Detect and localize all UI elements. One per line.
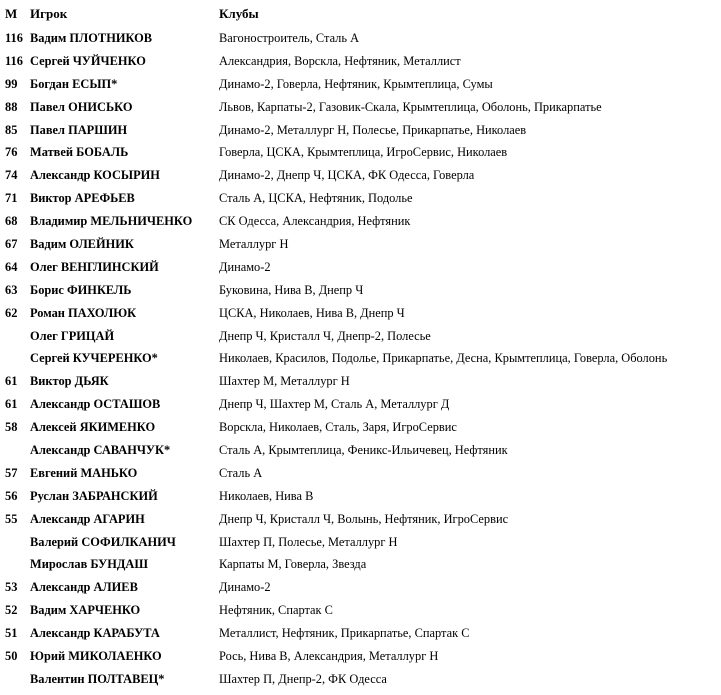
table-row bbox=[0, 325, 721, 348]
player-clubs: Буковина, Нива В, Днепр Ч bbox=[219, 282, 364, 297]
player-clubs: Металлист, Нефтяник, Прикарпатье, Спартак С bbox=[219, 626, 470, 641]
player-first-name: Роман bbox=[30, 305, 65, 320]
table-row bbox=[0, 416, 721, 439]
matches-count: 99 bbox=[5, 76, 18, 91]
player-name bbox=[30, 73, 117, 96]
player-name bbox=[30, 439, 170, 462]
matches-count: 56 bbox=[5, 488, 18, 503]
player-clubs: Рось, Нива В, Александрия, Металлург Н bbox=[219, 649, 439, 664]
player-last-name: МИКОЛАЕНКО bbox=[68, 649, 162, 664]
player-first-name: Александр bbox=[30, 168, 91, 183]
player-name bbox=[30, 50, 146, 73]
player-name bbox=[30, 347, 158, 370]
player-last-name: ХАРЧЕНКО bbox=[69, 603, 141, 618]
player-clubs: Нефтяник, Спартак С bbox=[219, 603, 333, 618]
player-first-name: Евгений bbox=[30, 465, 78, 480]
player-last-name: ПОЛТАВЕЦ* bbox=[87, 671, 165, 686]
matches-count: 116 bbox=[5, 31, 23, 45]
table-row bbox=[0, 485, 721, 508]
player-clubs: Шахтер П, Полесье, Металлург Н bbox=[219, 534, 398, 549]
player-name bbox=[30, 187, 135, 210]
player-first-name: Вадим bbox=[30, 237, 67, 252]
player-clubs: Шахтер М, Металлург Н bbox=[219, 374, 350, 389]
matches-count: 64 bbox=[5, 259, 18, 274]
player-last-name: ОСТАШОВ bbox=[93, 397, 161, 412]
player-name bbox=[30, 164, 160, 187]
player-first-name: Александр bbox=[30, 511, 91, 526]
player-name bbox=[30, 531, 176, 554]
player-first-name: Богдан bbox=[30, 76, 69, 91]
player-name bbox=[30, 576, 138, 599]
player-first-name: Мирослав bbox=[30, 557, 88, 572]
matches-count: 68 bbox=[5, 214, 18, 229]
table-row bbox=[0, 256, 721, 279]
player-clubs: Карпаты М, Говерла, Звезда bbox=[219, 557, 367, 572]
player-first-name: Александр bbox=[30, 626, 91, 641]
player-clubs: Николаев, Красилов, Подолье, Прикарпатье, Десна, Крымтеплица, Говерла, Оболонь bbox=[219, 351, 668, 366]
player-name bbox=[30, 508, 145, 531]
matches-count: 61 bbox=[5, 374, 18, 389]
player-clubs: Динамо-2, Днепр Ч, ЦСКА, ФК Одесса, Говерла bbox=[219, 168, 475, 183]
header-player: Игрок bbox=[30, 6, 68, 21]
player-last-name: ПЛОТНИКОВ bbox=[69, 31, 153, 45]
player-clubs: Динамо-2, Говерла, Нефтяник, Крымтеплица, Сумы bbox=[219, 76, 493, 91]
player-last-name: САВАНЧУК* bbox=[93, 443, 171, 458]
player-first-name: Борис bbox=[30, 282, 64, 297]
player-last-name: ОНИСЬКО bbox=[68, 99, 133, 114]
player-first-name: Сергей bbox=[30, 53, 70, 68]
matches-count: 71 bbox=[5, 191, 18, 206]
player-first-name: Руслан bbox=[30, 488, 70, 503]
player-clubs: Ворскла, Николаев, Сталь, Заря, ИгроСервис bbox=[219, 420, 457, 435]
table-row bbox=[0, 645, 721, 668]
player-first-name: Валентин bbox=[30, 671, 85, 686]
matches-count: 55 bbox=[5, 511, 18, 526]
player-clubs: Александрия, Ворскла, Нефтяник, Металлист bbox=[219, 53, 461, 68]
table-row bbox=[0, 279, 721, 302]
player-first-name: Матвей bbox=[30, 145, 73, 160]
table-row bbox=[0, 370, 721, 393]
table-row bbox=[0, 27, 721, 50]
player-clubs: Сталь А, Крымтеплица, Феникс-Ильичевец, Нефтяник bbox=[219, 443, 508, 458]
player-last-name: ОЛЕЙНИК bbox=[69, 237, 134, 252]
player-clubs: Сталь А bbox=[219, 465, 263, 480]
player-clubs: Динамо-2, Металлург Н, Полесье, Прикарпатье, Николаев bbox=[219, 122, 527, 137]
player-last-name: КУЧЕРЕНКО* bbox=[72, 351, 158, 366]
matches-count: 67 bbox=[5, 237, 18, 252]
table-row bbox=[0, 141, 721, 164]
player-clubs: Вагоностроитель, Сталь А bbox=[219, 31, 360, 45]
header-clubs: Клубы bbox=[219, 6, 259, 21]
player-first-name: Валерий bbox=[30, 534, 79, 549]
player-last-name: АРЕФЬЕВ bbox=[74, 191, 135, 206]
player-last-name: БУНДАШ bbox=[90, 557, 148, 572]
table-row bbox=[0, 622, 721, 645]
player-name bbox=[30, 325, 114, 348]
matches-count: 57 bbox=[5, 465, 18, 480]
player-first-name: Виктор bbox=[30, 374, 72, 389]
table-row bbox=[0, 187, 721, 210]
table-row bbox=[0, 164, 721, 187]
table-row bbox=[0, 96, 721, 119]
player-last-name: АЛИЕВ bbox=[93, 580, 138, 595]
player-last-name: СОФИЛКАНИЧ bbox=[81, 534, 176, 549]
table-body bbox=[0, 27, 721, 691]
table-row bbox=[0, 668, 721, 691]
player-name bbox=[30, 141, 128, 164]
table-row bbox=[0, 233, 721, 256]
matches-count: 85 bbox=[5, 122, 18, 137]
player-last-name: АГАРИН bbox=[93, 511, 145, 526]
player-last-name: ЗАБРАНСКИЙ bbox=[72, 488, 158, 503]
player-clubs: Динамо-2 bbox=[219, 580, 271, 595]
player-name bbox=[30, 668, 165, 691]
player-first-name: Юрий bbox=[30, 649, 66, 664]
player-clubs: Говерла, ЦСКА, Крымтеплица, ИгроСервис, Николаев bbox=[219, 145, 508, 160]
player-clubs: Днепр Ч, Кристалл Ч, Днепр-2, Полесье bbox=[219, 328, 431, 343]
player-last-name: ВЕНГЛИНСКИЙ bbox=[60, 259, 159, 274]
player-name bbox=[30, 645, 162, 668]
player-clubs: СК Одесса, Александрия, Нефтяник bbox=[219, 214, 411, 229]
player-name bbox=[30, 485, 158, 508]
player-name bbox=[30, 96, 132, 119]
table-row bbox=[0, 210, 721, 233]
table-row bbox=[0, 508, 721, 531]
table-row bbox=[0, 576, 721, 599]
player-first-name: Павел bbox=[30, 99, 65, 114]
table-row bbox=[0, 119, 721, 142]
player-last-name: ФИНКЕЛЬ bbox=[67, 282, 132, 297]
matches-count: 58 bbox=[5, 420, 18, 435]
player-last-name: ЕСЫП* bbox=[72, 76, 118, 91]
table-row bbox=[0, 553, 721, 576]
player-name bbox=[30, 119, 127, 142]
player-clubs: Металлург Н bbox=[219, 237, 289, 252]
table-row bbox=[0, 302, 721, 325]
player-name bbox=[30, 416, 155, 439]
player-name bbox=[30, 233, 134, 256]
player-first-name: Владимир bbox=[30, 214, 88, 229]
player-first-name: Алексей bbox=[30, 420, 77, 435]
matches-count: 51 bbox=[5, 626, 18, 641]
player-first-name: Вадим bbox=[30, 603, 67, 618]
table-row bbox=[0, 439, 721, 462]
player-first-name: Александр bbox=[30, 397, 91, 412]
table-row bbox=[0, 347, 721, 370]
player-name bbox=[30, 553, 148, 576]
matches-count: 76 bbox=[5, 145, 18, 160]
table-row bbox=[0, 462, 721, 485]
player-first-name: Олег bbox=[30, 328, 58, 343]
player-last-name: МЕЛЬНИЧЕНКО bbox=[90, 214, 193, 229]
player-first-name: Павел bbox=[30, 122, 65, 137]
player-last-name: ДЬЯК bbox=[74, 374, 109, 389]
table-row bbox=[0, 50, 721, 73]
matches-count: 63 bbox=[5, 282, 18, 297]
player-first-name: Сергей bbox=[30, 351, 70, 366]
player-first-name: Александр bbox=[30, 580, 91, 595]
table-header bbox=[0, 0, 721, 27]
player-last-name: КОСЫРИН bbox=[93, 168, 160, 183]
player-clubs: Шахтер П, Днепр-2, ФК Одесса bbox=[219, 671, 387, 686]
player-clubs: Днепр Ч, Кристалл Ч, Волынь, Нефтяник, ИгроСервис bbox=[219, 511, 509, 526]
player-clubs: Динамо-2 bbox=[219, 259, 271, 274]
player-name bbox=[30, 302, 136, 325]
player-name bbox=[30, 599, 140, 622]
player-last-name: ГРИЦАЙ bbox=[60, 328, 115, 343]
matches-count: 116 bbox=[5, 53, 23, 68]
matches-count: 74 bbox=[5, 168, 18, 183]
header-matches: М bbox=[5, 6, 18, 21]
table-row bbox=[0, 599, 721, 622]
matches-count: 53 bbox=[5, 580, 18, 595]
table-row bbox=[0, 531, 721, 554]
player-name bbox=[30, 370, 109, 393]
player-name bbox=[30, 622, 160, 645]
player-last-name: ЧУЙЧЕНКО bbox=[72, 53, 146, 68]
player-name bbox=[30, 462, 137, 485]
player-clubs: Сталь А, ЦСКА, Нефтяник, Подолье bbox=[219, 191, 413, 206]
player-name bbox=[30, 393, 160, 416]
player-clubs: Днепр Ч, Шахтер М, Сталь А, Металлург Д bbox=[219, 397, 450, 412]
player-last-name: БОБАЛЬ bbox=[76, 145, 129, 160]
matches-count: 61 bbox=[5, 397, 18, 412]
matches-count: 88 bbox=[5, 99, 18, 114]
player-name bbox=[30, 256, 159, 279]
player-first-name: Вадим bbox=[30, 31, 67, 45]
matches-count: 52 bbox=[5, 603, 18, 618]
player-first-name: Виктор bbox=[30, 191, 72, 206]
player-last-name: ПАХОЛЮК bbox=[68, 305, 137, 320]
table-row bbox=[0, 393, 721, 416]
player-last-name: МАНЬКО bbox=[80, 465, 138, 480]
matches-count: 50 bbox=[5, 649, 18, 664]
player-first-name: Олег bbox=[30, 259, 58, 274]
player-name bbox=[30, 210, 192, 233]
table-row bbox=[0, 73, 721, 96]
player-clubs: ЦСКА, Николаев, Нива В, Днепр Ч bbox=[219, 305, 405, 320]
player-name bbox=[30, 27, 152, 50]
player-name bbox=[30, 279, 131, 302]
player-first-name: Александр bbox=[30, 443, 91, 458]
player-last-name: КАРАБУТА bbox=[93, 626, 160, 641]
matches-count: 62 bbox=[5, 305, 18, 320]
player-last-name: ЯКИМЕНКО bbox=[79, 420, 156, 435]
player-clubs: Николаев, Нива В bbox=[219, 488, 314, 503]
player-last-name: ПАРШИН bbox=[68, 122, 128, 137]
player-clubs: Львов, Карпаты-2, Газовик-Скала, Крымтеплица, Оболонь, Прикарпатье bbox=[219, 99, 602, 114]
